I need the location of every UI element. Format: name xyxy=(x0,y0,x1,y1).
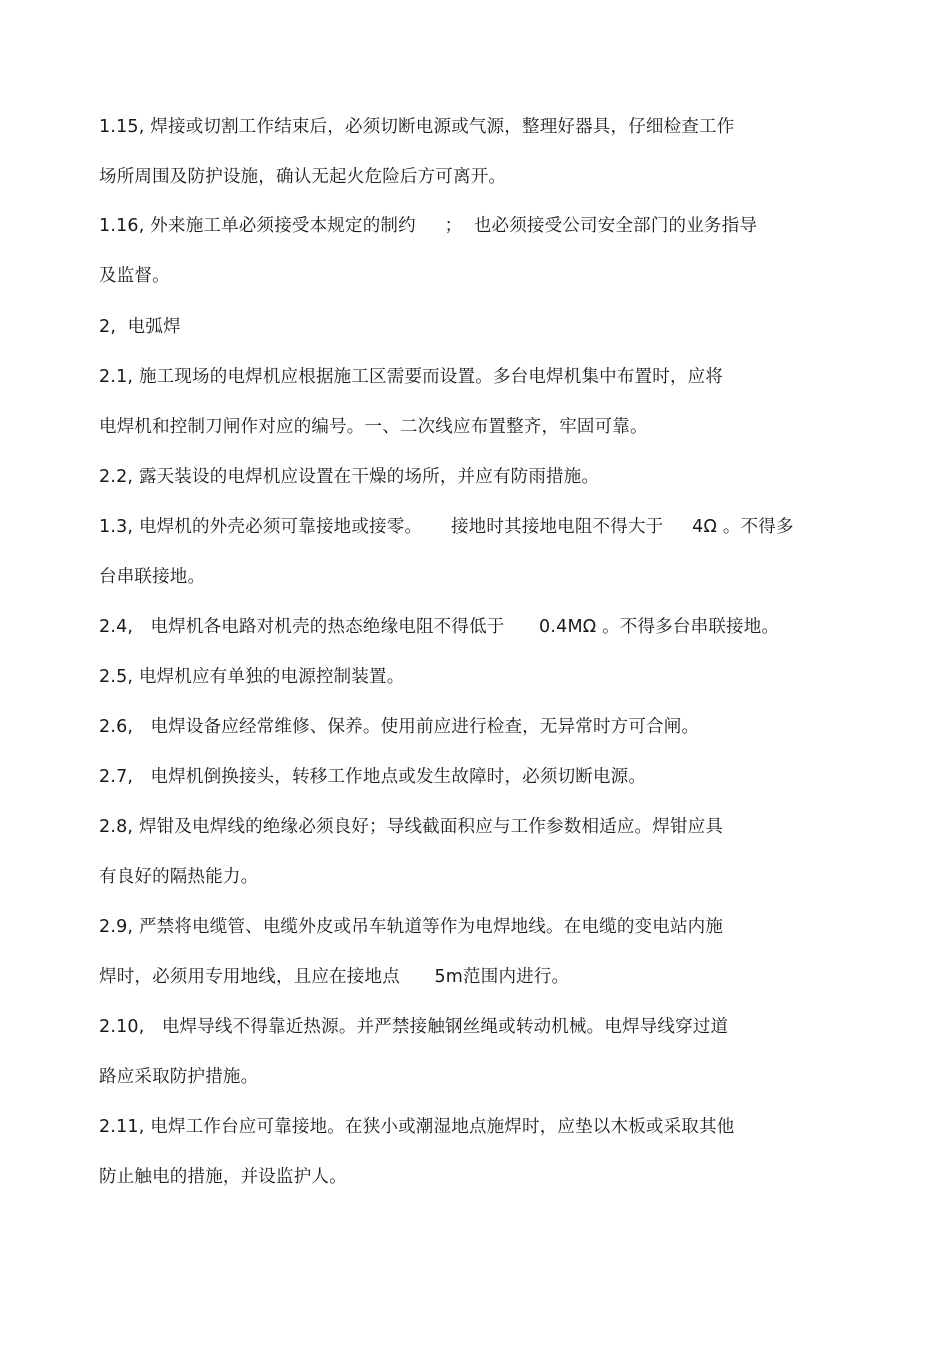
section-heading: 2, 电弧焊 xyxy=(99,317,181,337)
text-line: 2.9, 严禁将电缆管、电缆外皮或吊车轨道等作为电焊地线。在电缆的变电站内施 xyxy=(99,917,724,937)
text-line: 2.11, 电焊工作台应可靠接地。在狭小或潮湿地点施焊时，应垫以木板或采取其他 xyxy=(99,1117,735,1137)
text-line: 1.3, 电焊机的外壳必须可靠接地或接零。 接地时其接地电阻不得大于 4Ω 。不得多 xyxy=(99,517,794,537)
text-line: 防止触电的措施，并设监护人。 xyxy=(99,1167,347,1187)
text-line: 1.16, 外来施工单必须接受本规定的制约 ； 也必须接受公司安全部门的业务指导 xyxy=(99,216,758,236)
text-line: 场所周围及防护设施，确认无起火危险后方可离开。 xyxy=(99,167,507,187)
text-line: 2.1, 施工现场的电焊机应根据施工区需要而设置。多台电焊机集中布置时，应将 xyxy=(99,367,724,387)
text-line: 台串联接地。 xyxy=(99,567,206,587)
text-line: 焊时，必须用专用地线，且应在接地点 5m范围内进行。 xyxy=(99,967,570,987)
text-line: 2.10, 电焊导线不得靠近热源。并严禁接触钢丝绳或转动机械。电焊导线穿过道 xyxy=(99,1017,729,1037)
text-line: 2.4, 电焊机各电路对机壳的热态绝缘电阻不得低于 0.4MΩ 。不得多台串联接地。 xyxy=(99,617,780,637)
text-line: 2.6, 电焊设备应经常维修、保养。使用前应进行检查，无异常时方可合闸。 xyxy=(99,717,700,737)
text-line: 路应采取防护措施。 xyxy=(99,1067,259,1087)
text-line: 电焊机和控制刀闸作对应的编号。一、二次线应布置整齐，牢固可靠。 xyxy=(99,417,648,437)
text-line: 2.2, 露天装设的电焊机应设置在干燥的场所，并应有防雨措施。 xyxy=(99,467,600,487)
text-line: 及监督。 xyxy=(99,266,170,286)
text-line: 1.15, 焊接或切割工作结束后，必须切断电源或气源，整理好器具，仔细检查工作 xyxy=(99,117,735,137)
text-line: 2.7, 电焊机倒换接头，转移工作地点或发生故障时，必须切断电源。 xyxy=(99,767,647,787)
text-line: 2.5, 电焊机应有单独的电源控制装置。 xyxy=(99,667,405,687)
text-line: 2.8, 焊钳及电焊线的绝缘必须良好；导线截面积应与工作参数相适应。焊钳应具 xyxy=(99,817,724,837)
text-line: 有良好的隔热能力。 xyxy=(99,867,259,887)
